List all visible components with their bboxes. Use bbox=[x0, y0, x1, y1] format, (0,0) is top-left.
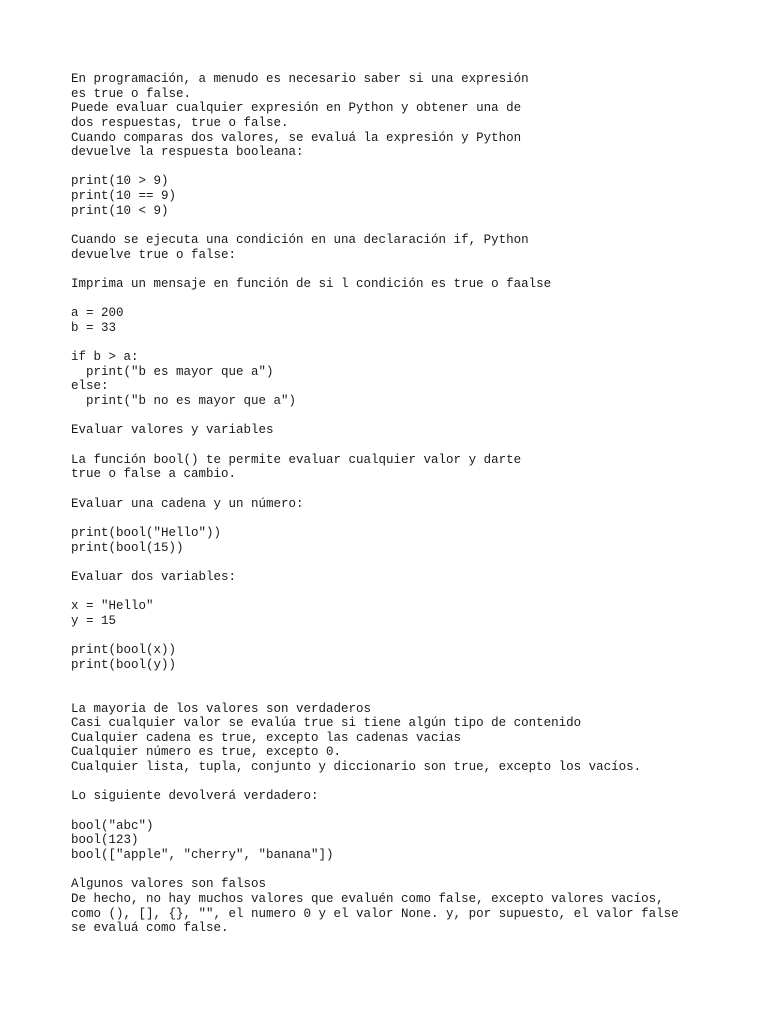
text-line: Evaluar dos variables: bbox=[71, 569, 237, 584]
text-line: Imprima un mensaje en función de si l condición es true o faalse bbox=[71, 276, 552, 291]
text-line: se evaluá como false. bbox=[71, 921, 229, 936]
text-line: print(10 == 9) bbox=[71, 189, 177, 204]
text-line: De hecho, no hay muchos valores que evaluén como false, excepto valores vacíos, bbox=[71, 891, 664, 906]
text-line: print(10 < 9) bbox=[71, 203, 169, 218]
text-line bbox=[71, 775, 731, 790]
text-line bbox=[71, 438, 731, 453]
text-line: devuelve la respuesta booleana: bbox=[71, 145, 304, 160]
text-line: como (), [], {}, "", el numero 0 y el valor None. y, por supuesto, el valor false bbox=[71, 906, 679, 921]
text-line: else: bbox=[71, 379, 109, 394]
text-line bbox=[71, 863, 731, 878]
text-line bbox=[71, 482, 731, 497]
text-line: y = 15 bbox=[71, 613, 117, 628]
text-line: print("b es mayor que a") bbox=[71, 364, 274, 379]
text-line bbox=[71, 409, 731, 424]
text-line: Puede evaluar cualquier expresión en Python y obtener una de bbox=[71, 101, 522, 116]
text-line: b = 33 bbox=[71, 320, 117, 335]
text-line: print(bool(x)) bbox=[71, 642, 177, 657]
text-line bbox=[71, 672, 731, 687]
text-line: dos respuestas, true o false. bbox=[71, 115, 289, 130]
text-line bbox=[71, 555, 731, 570]
text-line: devuelve true o false: bbox=[71, 247, 237, 262]
text-line bbox=[71, 218, 731, 233]
text-line: print(bool("Hello")) bbox=[71, 525, 222, 540]
text-line: En programación, a menudo es necesario saber si una expresión bbox=[71, 72, 529, 86]
text-line: print(10 > 9) bbox=[71, 174, 169, 189]
text-line bbox=[71, 687, 731, 702]
text-line: Cualquier número es true, excepto 0. bbox=[71, 745, 342, 760]
text-line: Cuando se ejecuta una condición en una declaración if, Python bbox=[71, 233, 529, 248]
text-line: bool(["apple", "cherry", "banana"]) bbox=[71, 847, 334, 862]
text-line bbox=[71, 160, 731, 175]
text-line bbox=[71, 262, 731, 277]
text-line: Cuando comparas dos valores, se evaluá la expresión y Python bbox=[71, 130, 522, 145]
text-line bbox=[71, 511, 731, 526]
text-line: Casi cualquier valor se evalúa true si tiene algún tipo de contenido bbox=[71, 716, 582, 731]
text-line bbox=[71, 628, 731, 643]
text-line: x = "Hello" bbox=[71, 599, 154, 614]
text-line bbox=[71, 336, 731, 351]
text-line: Evaluar valores y variables bbox=[71, 423, 274, 438]
text-line: print(bool(y)) bbox=[71, 657, 177, 672]
text-line: print("b no es mayor que a") bbox=[71, 394, 297, 409]
text-line bbox=[71, 292, 731, 307]
text-line bbox=[71, 584, 731, 599]
text-line: Cualquier cadena es true, excepto las cadenas vacias bbox=[71, 730, 462, 745]
text-line: Algunos valores son falsos bbox=[71, 877, 267, 892]
text-line: true o false a cambio. bbox=[71, 467, 237, 482]
text-line: bool(123) bbox=[71, 833, 139, 848]
text-line: Cualquier lista, tupla, conjunto y diccionario son true, excepto los vacíos. bbox=[71, 760, 642, 775]
text-line: Evaluar una cadena y un número: bbox=[71, 496, 304, 511]
text-line: La función bool() te permite evaluar cualquier valor y darte bbox=[71, 452, 522, 467]
text-line: bool("abc") bbox=[71, 818, 154, 833]
text-line: Lo siguiente devolverá verdadero: bbox=[71, 789, 319, 804]
document-page bbox=[71, 72, 731, 936]
text-line: La mayoria de los valores son verdaderos bbox=[71, 701, 372, 716]
text-line: print(bool(15)) bbox=[71, 540, 184, 555]
text-line bbox=[71, 804, 731, 819]
text-line: a = 200 bbox=[71, 306, 124, 321]
text-line: es true o false. bbox=[71, 86, 192, 101]
text-line: if b > a: bbox=[71, 350, 139, 365]
